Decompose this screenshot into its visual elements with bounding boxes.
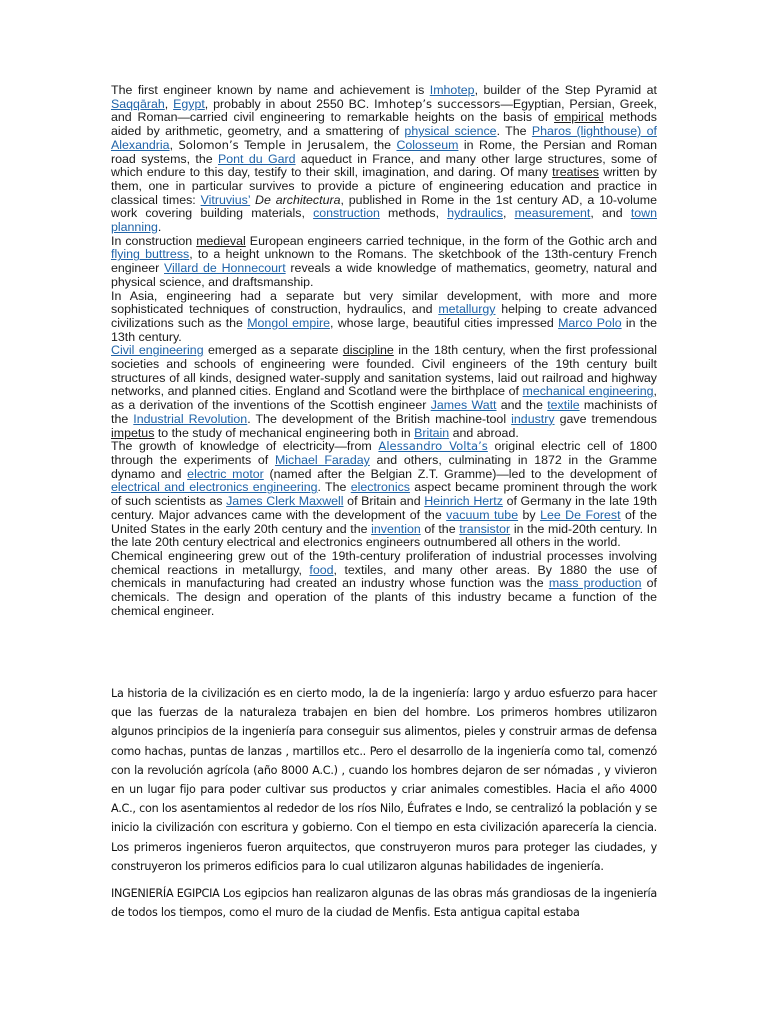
link-textile[interactable]: textile	[547, 398, 580, 413]
text-run: .	[157, 220, 162, 235]
italic-title: De architectura	[255, 192, 341, 207]
paragraph-ingenieria-egipcia: INGENIERÍA EGIPCIA Los egipcios han realizaron algunas de las obras más grandiosas de la ingeniería de todos los tiempos, como el muro de la ciudad de Menfis. Esta antigua capital estaba	[111, 887, 657, 920]
paragraph-chemical-engineering	[111, 550, 657, 619]
text-run: . The	[317, 480, 351, 495]
link-town-planning[interactable]: town planning	[111, 206, 657, 235]
underlined-term: empirical	[554, 110, 604, 125]
text-run: machinists of the	[111, 398, 658, 426]
paragraph-civil-engineering	[111, 344, 657, 440]
text-run: methods,	[379, 206, 448, 221]
link-civil-engineering[interactable]: Civil engineering	[111, 343, 204, 358]
link-lee-de-forest[interactable]: Lee De Forest	[540, 507, 621, 522]
link-flying-buttress[interactable]: flying buttress	[111, 247, 190, 262]
text-run: . The	[496, 124, 532, 139]
text-run: . The development of the British machine-tool	[247, 411, 512, 426]
text-run: and abroad.	[449, 425, 519, 440]
text-run: The first engineer known by name and achievement is	[111, 83, 430, 97]
link-electric-motor[interactable]: electric motor	[187, 466, 264, 481]
link-invention[interactable]: invention	[371, 521, 421, 536]
link-michael-faraday[interactable]: Michael Faraday	[274, 452, 370, 467]
condensed-text: Solomon’s Temple in Jerusalem	[178, 137, 365, 152]
condensed-text: Imhotep’s successors	[374, 96, 501, 111]
link-measurement[interactable]: measurement	[514, 206, 591, 221]
text-run: , textiles, and many other areas. By 1880 the use of chemicals in manufacturing had created an industry whose function was the	[111, 562, 658, 591]
text-run: European engineers carried technique, in the form of the Gothic arch and	[245, 233, 657, 248]
paragraph-historia: La historia de la civilización es en cierto modo, la de la ingeniería: largo y arduo esfuerzo para hacer que las fuerzas de la naturaleza trabajen en bien del hombre. Los primeros hombres utilizaron algunos principios de la ingeniería para conseguir sus alimentos, pieles y construir armas de defensa como hachas, puntas de lanzas , martillos etc.. Pero el desarrollo de la ingeniería como tal, comenzó con la revolución agrícola (año 8000 A.C.) , cuando los hombres dejaron de ser nómadas , y vivieron en un lugar fijo para poder cultivar sus productos y criar animales comestibles. Hacia el año 4000 A.C., con los asentamientos al rededor de los ríos Nilo, Éufrates e Indo, se centralizó la población y se inicio la civilización con escritura y gobierno. Con el tiempo en esta civilización aparecería la ciencia. Los primeros ingenieros fueron arquitectos, que construyeron muros para proteger las ciudades, y construyeron los primeros edificios para lo cual utilizaron algunas habilidades de ingeniería.	[111, 687, 657, 873]
text-run: and others, culminating in 1872 in the Gramme dynamo and	[111, 452, 658, 481]
underlined-term: discipline	[342, 343, 394, 358]
link-imhotep[interactable]: Imhotep	[429, 83, 475, 97]
text-run: , builder of the Step Pyramid at	[474, 83, 657, 97]
text-run: The growth of knowledge of electricity—from	[111, 439, 379, 454]
text-run: , published in Rome in the 1st century AD, a 10-volume work covering building materials,	[111, 192, 657, 221]
text-run: , whose large, beautiful cities impressed	[330, 315, 559, 330]
link-heinrich-hertz[interactable]: Heinrich Hertz	[424, 494, 503, 509]
text-run: ,	[502, 206, 515, 221]
text-run: in the 13th century.	[111, 315, 657, 344]
text-run: ,	[169, 137, 179, 152]
english-text-section	[111, 84, 657, 618]
link-saqqarah[interactable]: Saqqārah	[111, 96, 165, 111]
text-run: original electric cell of 1800 through the experiments of	[111, 439, 657, 467]
paragraph-imhotep	[111, 84, 657, 235]
link-industrial-revolution[interactable]: Industrial Revolution	[133, 411, 248, 426]
link-pont-du-gard[interactable]: Pont du Gard	[217, 151, 296, 166]
text-run: , as a derivation of the inventions of the Scottish engineer	[111, 384, 657, 413]
link-pharos-lighthouse-of-alexandria[interactable]: Pharos (lighthouse) of Alexandria	[111, 124, 657, 152]
link-electrical-and-electronics-engineering[interactable]: electrical and electronics engineering	[111, 480, 318, 495]
text-run: to the study of mechanical engineering both in	[154, 425, 415, 440]
text-run: helping to create advanced civilizations such as the	[111, 302, 657, 330]
text-run: , to a height unknown to the Romans. The sketchbook of the 13th-century French engineer	[111, 247, 657, 276]
text-run: , and	[590, 206, 631, 221]
paragraph-medieval	[111, 235, 657, 290]
text-run: of Britain and	[343, 494, 425, 509]
text-run: written by them, one in particular survives to provide a picture of engineering education and practice in classical times:	[111, 165, 657, 207]
paragraph-electricity	[111, 440, 657, 550]
underlined-term: medieval	[196, 233, 246, 248]
link-mechanical-engineering[interactable]: mechanical engineering	[522, 384, 654, 399]
text-run: (named after the Belgian Z.T. Gramme)—led to the development of	[263, 466, 657, 481]
link-food[interactable]: food	[309, 562, 334, 577]
link-egypt[interactable]: Egypt	[173, 96, 205, 111]
underlined-term: impetus	[111, 425, 155, 440]
text-run: In construction	[111, 233, 197, 248]
text-run: Chemical engineering grew out of the 19th-century proliferation of industrial processes involving chemical reactions in metallurgy,	[111, 548, 657, 577]
text-run: —Egyptian, Persian, Greek, and Roman—carried civil engineering to remarkable heights on the basis of	[111, 96, 657, 125]
link-metallurgy[interactable]: metallurgy	[438, 302, 496, 317]
link-colosseum[interactable]: Colosseum	[396, 137, 459, 152]
text-run: by	[518, 507, 541, 522]
link-villard-de-honnecourt[interactable]: Villard de Honnecourt	[164, 261, 286, 276]
text-run: of the	[420, 521, 460, 536]
text-run: , probably in about 2550 BC.	[204, 96, 375, 111]
link-vacuum-tube[interactable]: vacuum tube	[446, 507, 519, 522]
text-run: gave tremendous	[554, 411, 657, 426]
text-run: in the 18th century, when the first professional societies and schools of engineering were founded. Civil engineers of the 19th century built structures of all kinds, designed water-supply and sanitation systems, laid out railroad and highway networks, and planned cities. England and Scotland were the birthplace of	[111, 343, 657, 399]
link-electronics[interactable]: electronics	[350, 480, 410, 495]
underlined-term: treatises	[552, 165, 599, 180]
text-run: in the mid-20th century. In the late 20th century electrical and electronics engineers outnumbered all others in the world.	[111, 521, 657, 550]
link-britain[interactable]: Britain	[414, 425, 450, 440]
link-james-clerk-maxwell[interactable]: James Clerk Maxwell	[226, 494, 344, 509]
link-mass-production[interactable]: mass production	[548, 576, 642, 591]
link-vitruvius[interactable]: Vitruvius’	[200, 192, 251, 207]
link-james-watt[interactable]: James Watt	[430, 398, 497, 413]
link-hydraulics[interactable]: hydraulics	[447, 206, 503, 221]
text-run: aspect became prominent through the work of such scientists as	[111, 480, 657, 509]
text-run: emerged as a separate	[203, 343, 343, 358]
text-run: aqueduct in France, and many other large structures, some of which endure to this day, testify to their skill, imagination, and daring. Of many	[111, 151, 657, 180]
link-marco-polo[interactable]: Marco Polo	[558, 315, 622, 330]
paragraph-asia	[111, 290, 657, 345]
text-run: of chemicals. The design and operation of the plants of this industry became a function of the chemical engineer.	[111, 576, 657, 618]
text-run: reveals a wide knowledge of mathematics, geometry, natural and physical science, and draftsmanship.	[111, 261, 657, 289]
text-run: in Rome, the Persian and Roman road systems, the	[111, 137, 657, 166]
link-mongol-empire[interactable]: Mongol empire	[247, 315, 330, 330]
spanish-text-section	[111, 684, 657, 922]
link-physical-science[interactable]: physical science	[404, 124, 497, 139]
link-construction[interactable]: construction	[313, 206, 380, 221]
text-run: of Germany in the late 19th century. Major advances came with the development of the	[111, 494, 658, 522]
link-alessandro-volta-s[interactable]: Alessandro Volta’s	[378, 439, 488, 454]
text-run: of the United States in the early 20th century and the	[111, 507, 657, 536]
link-industry[interactable]: industry	[511, 411, 555, 426]
text-run: , the	[364, 137, 397, 152]
link-transistor[interactable]: transistor	[459, 521, 511, 536]
text-run: ,	[164, 96, 174, 111]
text-run: In Asia, engineering had a separate but very similar development, with more and more sophisticated techniques of construction, hydraulics, and	[111, 288, 657, 317]
text-run: methods aided by arithmetic, geometry, and a smattering of	[111, 110, 657, 139]
text-run: and the	[496, 398, 548, 413]
